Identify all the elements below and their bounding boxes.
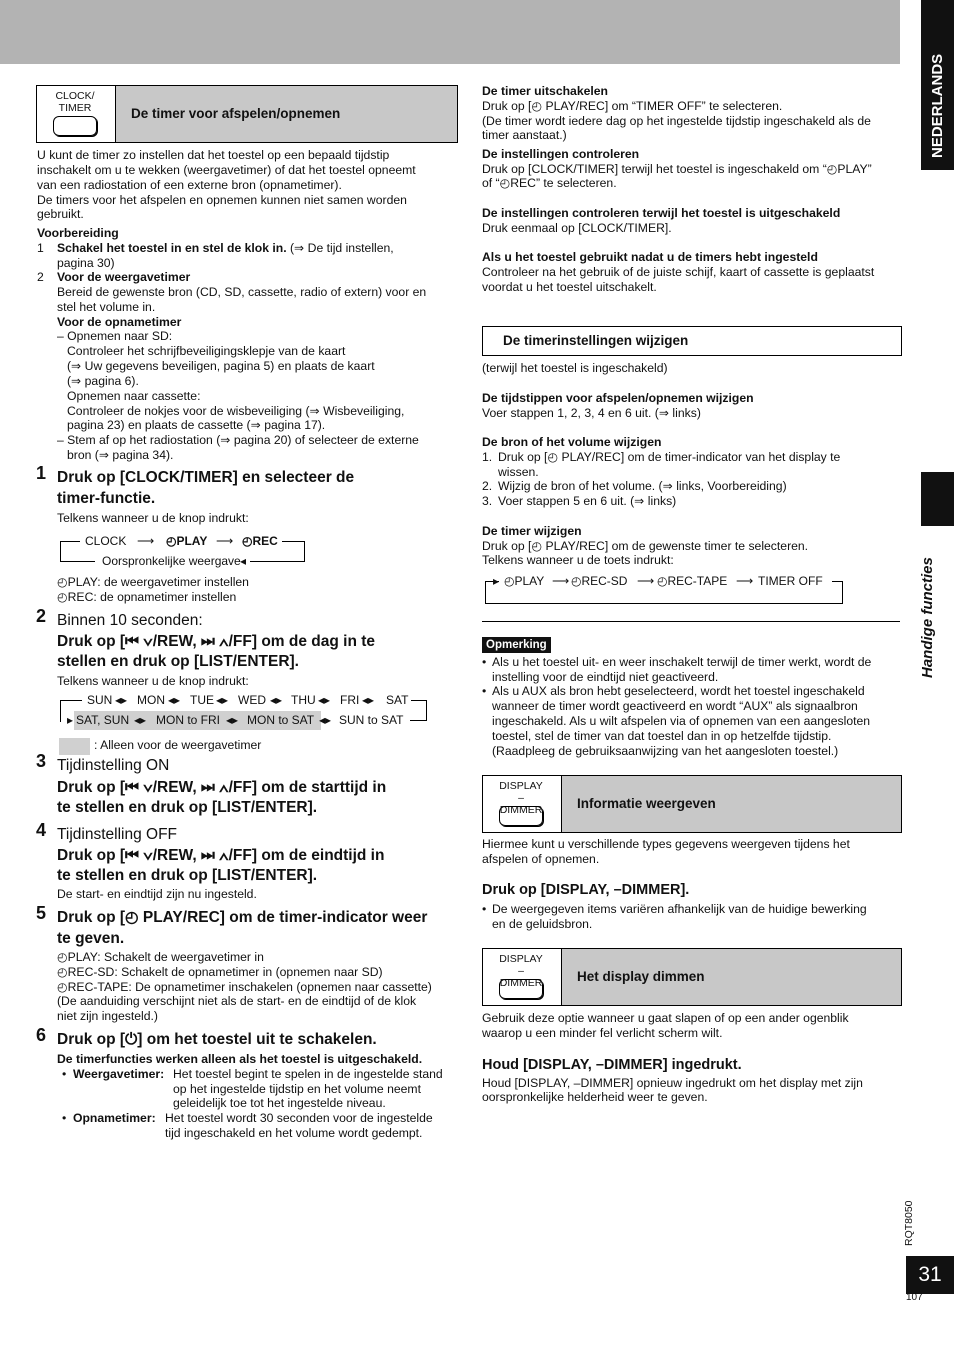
seq-item: TIMER OFF xyxy=(758,574,823,588)
step-number: 2 xyxy=(36,606,47,626)
press-note: Telkens wanneer u de knop indrukt: xyxy=(57,511,249,525)
note-line: Als u AUX als bron hebt geselecteerd, wordt het toestel ingeschakeld xyxy=(492,684,865,698)
step2-heading: Druk op [⏮ ∨/REW, ⏭ ∧/FF] om de dag in te xyxy=(57,633,375,650)
bullet-icon: • xyxy=(482,655,487,669)
note-line: wanneer de timer wordt geactiveerd en wordt “AUX” als signaalbron xyxy=(492,699,858,713)
seq-item: Oorspronkelijke weergave xyxy=(102,554,241,568)
step4-heading: Druk op [⏮ ∨/REW, ⏭ ∧/FF] om de eindtijd in xyxy=(57,847,385,864)
sub-title: De instellingen controleren terwijl het toestel is uitgeschakeld xyxy=(482,206,841,220)
step5-note: ◴PLAY: Schakelt de weergavetimer in xyxy=(57,950,264,964)
prep2-rec-line: pagina 23) en plaats de cassette (⇒ pagina 17). xyxy=(67,418,326,432)
day-item: TUE xyxy=(190,693,214,707)
step-number: 3 xyxy=(36,751,47,771)
weergavetimer-label: Weergavetimer: xyxy=(73,1067,165,1081)
body-line: Telkens wanneer u de toets indrukt: xyxy=(482,553,674,567)
bullet-icon: • xyxy=(482,902,487,916)
body-line: Druk op [CLOCK/TIMER] terwijl het toestel is ingeschakeld om “◴PLAY” xyxy=(482,162,872,176)
section-marker xyxy=(921,472,954,526)
step1-note: ◴REC: de opnametimer instellen xyxy=(57,590,237,604)
body-line: timer aanstaat.) xyxy=(482,128,567,142)
arrow-icon: ⟶ xyxy=(216,534,234,548)
intro-line: U kunt de timer zo instellen dat het toestel op een bepaald tijdstip xyxy=(37,148,390,162)
prep2-rec-title: Voor de opnametimer xyxy=(57,315,182,329)
sub-title: De timer uitschakelen xyxy=(482,84,608,98)
double-arrow-icon: ◂▸ xyxy=(270,693,283,707)
note-line: ingeschakeld. Als u wilt afspelen via of opnemen van een aangesloten xyxy=(492,714,871,728)
body-line: Druk op [◴ PLAY/REC] om de timer-indicator van het display te xyxy=(498,450,841,464)
body-line: (De timer wordt iedere dag op het ingestelde tijdstip ingeschakeld als de xyxy=(482,114,871,128)
arrow-icon: ◂ xyxy=(240,554,247,568)
step6-note: De timerfuncties werken alleen als het toestel is uitgeschakeld. xyxy=(57,1052,423,1066)
day-item: MON to SAT xyxy=(247,713,315,727)
dim-step: Houd [DISPLAY, –DIMMER] ingedrukt. xyxy=(482,1057,742,1073)
body-line: Druk op [◴ PLAY/REC] om “TIMER OFF” te selecteren. xyxy=(482,99,783,113)
seq-item: ◴REC-SD xyxy=(571,574,628,588)
prep2-rec-line: Opnemen naar cassette: xyxy=(67,389,201,403)
legend-text: : Alleen voor de weergavetimer xyxy=(94,738,262,752)
step-number: 6 xyxy=(36,1025,47,1045)
clock-timer-button-icon: CLOCK/ TIMER xyxy=(37,86,116,142)
section-title: Informatie weergeven xyxy=(562,776,901,832)
step-number: 1 xyxy=(36,463,47,483)
body-line: Controleer na het gebruik of de juiste schijf, kaart of cassette is geplaatst xyxy=(482,265,875,279)
section-title: De timer voor afspelen/opnemen xyxy=(116,86,457,142)
opnametimer-label: Opnametimer: xyxy=(73,1111,156,1125)
double-arrow-icon: ◂▸ xyxy=(226,713,239,727)
seq-item: ◴PLAY xyxy=(166,534,208,548)
body-line: Houd [DISPLAY, –DIMMER] opnieuw ingedrukt om het display met zijn xyxy=(482,1076,863,1090)
prep-title: Voorbereiding xyxy=(37,226,119,240)
press-note: Telkens wanneer u de knop indrukt: xyxy=(57,674,249,688)
prep2-rec-line: bron (⇒ pagina 34). xyxy=(67,448,174,462)
double-arrow-icon: ◂▸ xyxy=(216,693,229,707)
bullet-icon: • xyxy=(482,684,487,698)
sub-title: Als u het toestel gebruikt nadat u de timers hebt ingesteld xyxy=(482,250,818,264)
day-item: SAT xyxy=(386,693,409,707)
intro-line: inschakelt om u te wekken (weergavetimer) of dat het toestel opneemt xyxy=(37,163,416,177)
body-line: Hiermee kunt u verschillende types gegevens weergeven tijdens het xyxy=(482,837,850,851)
day-item: MON xyxy=(137,693,165,707)
step4-heading: te stellen en druk op [LIST/ENTER]. xyxy=(57,867,318,884)
section-label: Handige functies xyxy=(919,557,936,678)
step3-pre: Tijdinstelling ON xyxy=(57,757,170,774)
sub-title: De instellingen controleren xyxy=(482,147,640,161)
seq-item: ◴PLAY xyxy=(504,574,545,588)
body-line: Voer stappen 5 en 6 uit. (⇒ links) xyxy=(498,494,677,508)
double-arrow-icon: ◂▸ xyxy=(134,713,147,727)
prep2-rec-line: – Stem af op het radiostation (⇒ pagina 20) of selecteer de externe xyxy=(57,433,419,447)
step4-note: De start- en eindtijd zijn nu ingesteld. xyxy=(57,887,257,901)
step1-heading: timer-functie. xyxy=(57,490,156,507)
dim-section-header xyxy=(482,948,902,1006)
display-dimmer-button-icon: DISPLAY –DIMMER xyxy=(483,949,562,1005)
day-item: MON to FRI xyxy=(156,713,221,727)
info-step: Druk op [DISPLAY, –DIMMER]. xyxy=(482,882,690,898)
note-line: instelling voor de eindtijd niet geactiveerd. xyxy=(492,670,719,684)
body-line: oorspronkelijke helderheid weer te geven. xyxy=(482,1090,708,1104)
language-label: NEDERLANDS xyxy=(929,53,946,158)
seq-item: CLOCK xyxy=(85,534,127,548)
list-num: 2 xyxy=(37,270,44,284)
list-num: 1. xyxy=(482,450,493,464)
bullet-icon: • xyxy=(62,1067,67,1081)
step-number: 5 xyxy=(36,903,47,923)
note-line: (Raadpleeg de gebruiksaanwijzing van het aangesloten toestel.) xyxy=(492,744,839,758)
prep1-text: Schakel het toestel in en stel de klok in. (⇒ De tijd instellen, xyxy=(57,241,394,255)
step2-pre: Binnen 10 seconden: xyxy=(57,612,203,629)
step-number: 4 xyxy=(36,820,47,840)
step3-heading: te stellen en druk op [LIST/ENTER]. xyxy=(57,799,318,816)
day-item: SUN to SAT xyxy=(339,713,404,727)
divider xyxy=(482,621,900,622)
step3-heading: Druk op [⏮ ∨/REW, ⏭ ∧/FF] om de starttijd in xyxy=(57,779,387,796)
body-line: Gebruik deze optie wanneer u gaat slapen of op een ander ogenblik xyxy=(482,1011,849,1025)
step5-note: niet zijn ingesteld.) xyxy=(57,1009,158,1023)
double-arrow-icon: ◂▸ xyxy=(168,693,181,707)
arrow-icon: ▸ xyxy=(67,713,74,727)
timer-section-header xyxy=(36,85,458,143)
double-arrow-icon: ◂▸ xyxy=(318,693,331,707)
page-number: 31 xyxy=(906,1256,954,1294)
page-number-small: 107 xyxy=(906,1292,923,1303)
double-arrow-icon: ◂▸ xyxy=(115,693,128,707)
step5-heading: te geven. xyxy=(57,930,125,947)
step6-heading: Druk op [⏻] om het toestel uit te schakelen. xyxy=(57,1031,377,1048)
step5-note: ◴REC-SD: Schakelt de opnametimer in (opnemen naar SD) xyxy=(57,965,383,979)
day-item: SUN xyxy=(87,693,113,707)
step5-note: ◴REC-TAPE: De opnametimer inschakelen (opnemen naar cassette) xyxy=(57,980,432,994)
sub-title: De timer wijzigen xyxy=(482,524,582,538)
body-line: of “◴REC” te selecteren. xyxy=(482,176,617,190)
step2-heading: stellen en druk op [LIST/ENTER]. xyxy=(57,653,299,670)
body-line: De weergegeven items variëren afhankelijk van de huidige bewerking xyxy=(492,902,867,916)
arrow-icon: ⟶ xyxy=(137,534,155,548)
display-dimmer-button-icon: DISPLAY –DIMMER xyxy=(483,776,562,832)
change-settings-header: De timerinstellingen wijzigen xyxy=(482,326,902,356)
sub-title: De tijdstippen voor afspelen/opnemen wijzigen xyxy=(482,391,754,405)
intro-line: van een radiostation of een externe bron (opnametimer). xyxy=(37,178,342,192)
prep2-line: stel het volume in. xyxy=(57,300,156,314)
prep1-line2: pagina 30) xyxy=(57,256,115,270)
seq-item: ◴REC-TAPE xyxy=(657,574,728,588)
sub-title: De bron of het volume wijzigen xyxy=(482,435,662,449)
double-arrow-icon: ◂▸ xyxy=(319,713,332,727)
prep2-line: Bereid de gewenste bron (CD, SD, cassette, radio of extern) voor en xyxy=(57,285,427,299)
body-line: Wijzig de bron of het volume. (⇒ links, Voorbereiding) xyxy=(498,479,787,493)
arrow-icon: ▸ xyxy=(493,574,500,588)
step1-note: ◴PLAY: de weergavetimer instellen xyxy=(57,575,249,589)
body-line: Druk op [◴ PLAY/REC] om de gewenste timer te selecteren. xyxy=(482,539,809,553)
prep2-rec-line: Controleer het schrijfbeveiligingsklepje van de kaart xyxy=(67,344,346,358)
double-arrow-icon: ◂▸ xyxy=(362,693,375,707)
weergavetimer-text: op het ingestelde tijdstip en het volume neemt xyxy=(173,1082,421,1096)
body-line: voordat u het toestel uitschakelt. xyxy=(482,280,657,294)
note-line: toestel, stel de timer van dat toestel dan in op hetzelfde tijdstip. xyxy=(492,729,832,743)
section-title: Het display dimmen xyxy=(562,949,901,1005)
opnametimer-text: Het toestel wordt 30 seconden voor de ingestelde xyxy=(165,1111,433,1125)
list-num: 3. xyxy=(482,494,493,508)
list-num: 2. xyxy=(482,479,493,493)
body-line: Voer stappen 1, 2, 3, 4 en 6 uit. (⇒ links) xyxy=(482,406,701,420)
arrow-icon: ⟶ xyxy=(552,574,570,588)
step1-heading: Druk op [CLOCK/TIMER] en selecteer de xyxy=(57,469,355,486)
info-section-header xyxy=(482,775,902,833)
day-item: FRI xyxy=(340,693,360,707)
language-tab xyxy=(921,0,954,170)
body-line: (terwijl het toestel is ingeschakeld) xyxy=(482,361,668,375)
note-line: Als u het toestel uit- en weer inschakelt terwijl de timer werkt, wordt de xyxy=(492,655,872,669)
body-line: wissen. xyxy=(498,465,539,479)
doc-code: RQT8050 xyxy=(903,1200,915,1246)
intro-line: De timers voor het afspelen en opnemen kunnen niet samen worden xyxy=(37,193,407,207)
intro-line: gebruikt. xyxy=(37,207,84,221)
prep2-rec-line: Controleer de nokjes voor de wisbeveiliging (⇒ Wisbeveiliging, xyxy=(67,404,405,418)
body-line: waarop u een minder fel verlicht scherm wilt. xyxy=(482,1026,723,1040)
arrow-icon: ⟶ xyxy=(736,574,754,588)
prep2-title: Voor de weergavetimer xyxy=(57,270,191,284)
opnametimer-text: tijd ingeschakeld en het volume wordt gedempt. xyxy=(165,1126,423,1140)
note-tag: Opmerking xyxy=(482,637,551,653)
body-line: afspelen of opnemen. xyxy=(482,852,600,866)
step5-heading: Druk op [◴ PLAY/REC] om de timer-indicator weer xyxy=(57,909,428,926)
bullet-icon: • xyxy=(62,1111,67,1125)
seq-item: ◴REC xyxy=(242,534,278,548)
prep2-rec-line: (⇒ pagina 6). xyxy=(67,374,139,388)
prep2-rec-line: (⇒ Uw gegevens beveiligen, pagina 5) en plaats de kaart xyxy=(67,359,375,373)
arrow-icon: ⟶ xyxy=(637,574,655,588)
top-band xyxy=(0,0,900,64)
list-num: 1 xyxy=(37,241,44,255)
day-item: THU xyxy=(291,693,316,707)
day-item: WED xyxy=(238,693,266,707)
day-item: SAT, SUN xyxy=(76,713,130,727)
step4-pre: Tijdinstelling OFF xyxy=(57,826,178,843)
prep2-rec-line: – Opnemen naar SD: xyxy=(57,329,173,343)
weergavetimer-text: geleidelijk toe tot het ingestelde niveau. xyxy=(173,1096,386,1110)
body-line: en de geluidsbron. xyxy=(492,917,593,931)
weergavetimer-text: Het toestel begint te spelen in de ingestelde stand xyxy=(173,1067,443,1081)
legend-swatch xyxy=(59,738,90,755)
step5-note: (De aanduiding verschijnt niet als de start- en de eindtijd of de klok xyxy=(57,994,417,1008)
body-line: Druk eenmaal op [CLOCK/TIMER]. xyxy=(482,221,672,235)
